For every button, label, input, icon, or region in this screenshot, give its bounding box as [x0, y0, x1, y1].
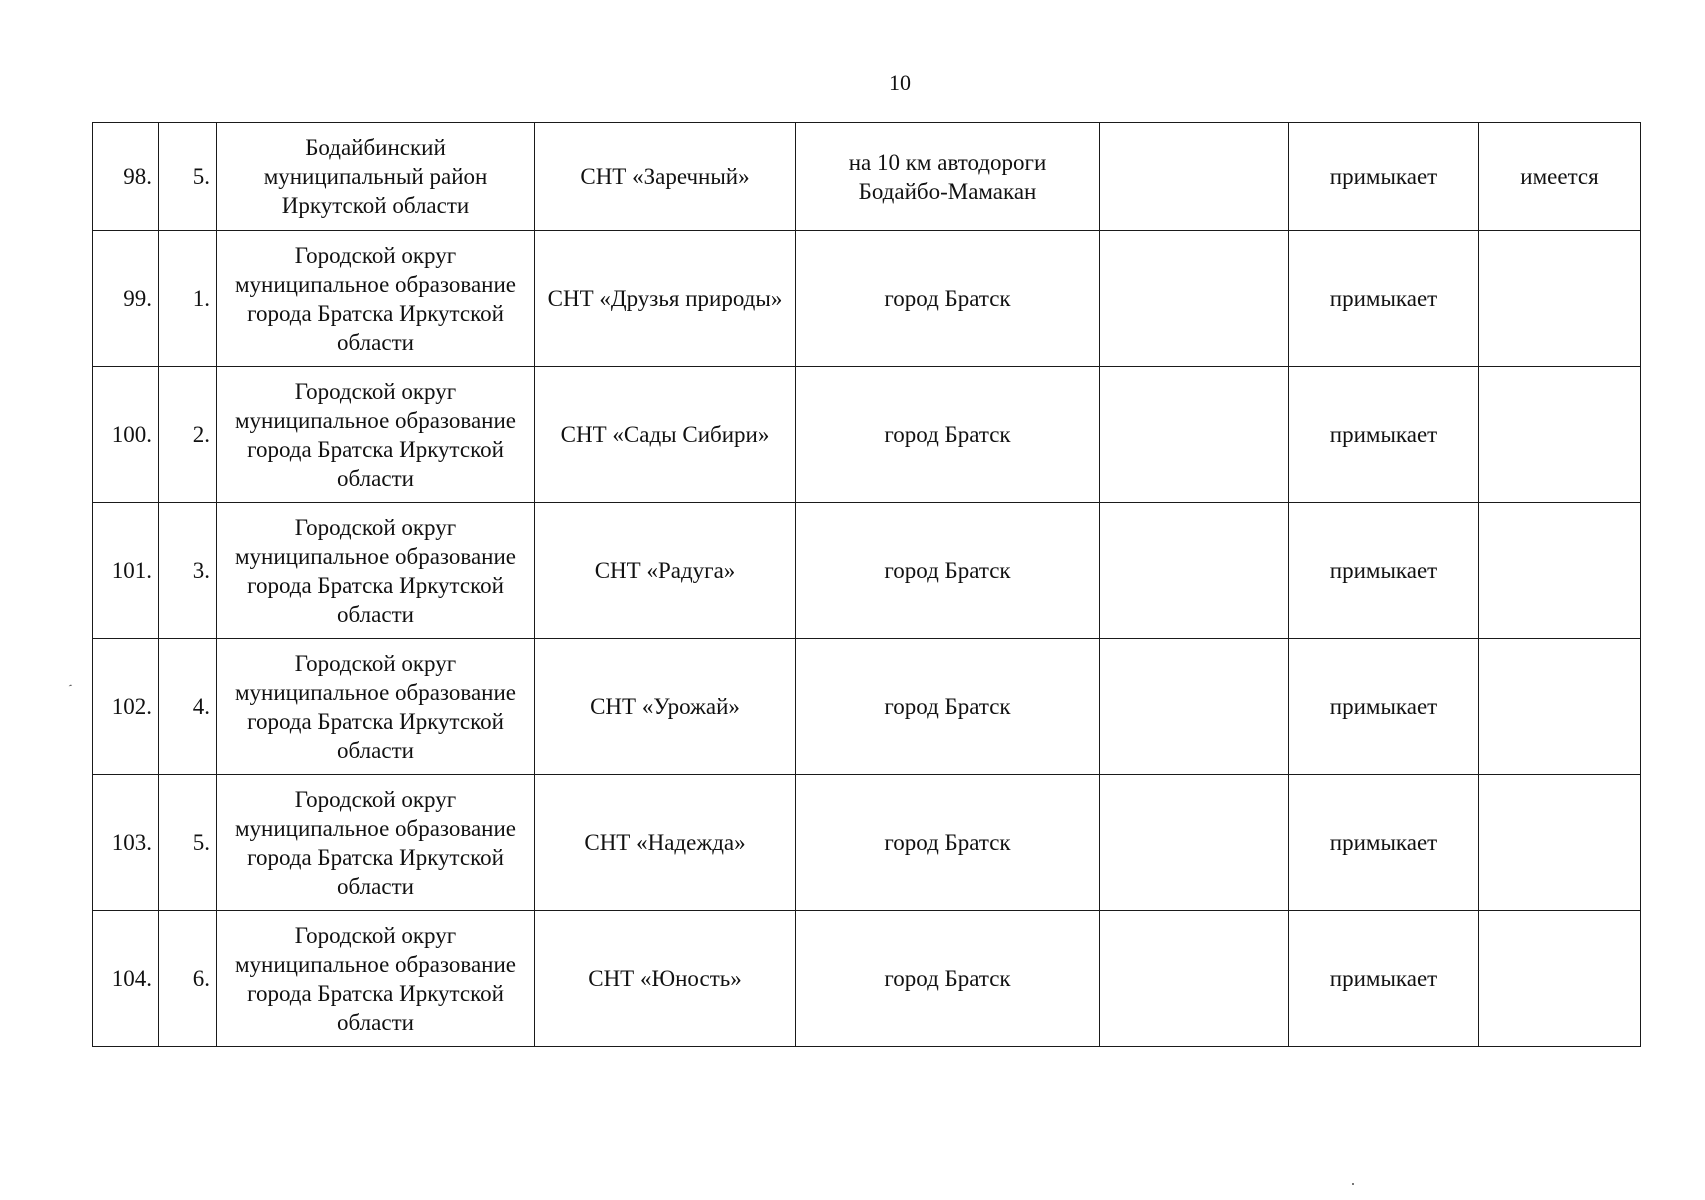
snt-name-cell: СНТ «Урожай»: [535, 639, 796, 775]
availability-cell: [1479, 911, 1641, 1047]
sub-number: 5.: [159, 775, 217, 911]
table-row: [93, 911, 1641, 1047]
empty-cell: [1100, 503, 1289, 639]
snt-name-cell: СНТ «Юность»: [535, 911, 796, 1047]
row-number: 102.: [93, 639, 159, 775]
adjacency-cell: примыкает: [1289, 123, 1479, 231]
snt-name-cell: СНТ «Радуга»: [535, 503, 796, 639]
location-cell: город Братск: [796, 503, 1100, 639]
location-cell: город Братск: [796, 367, 1100, 503]
municipality-cell: Городской округ муниципальное образование города Братска Иркутской области: [217, 775, 535, 911]
table-row: [93, 503, 1641, 639]
row-number: 101.: [93, 503, 159, 639]
adjacency-cell: примыкает: [1289, 231, 1479, 367]
adjacency-cell: примыкает: [1289, 367, 1479, 503]
row-number: 104.: [93, 911, 159, 1047]
sub-number: 3.: [159, 503, 217, 639]
municipality-cell: Городской округ муниципальное образование города Братска Иркутской области: [217, 911, 535, 1047]
adjacency-cell: примыкает: [1289, 503, 1479, 639]
location-cell: город Братск: [796, 911, 1100, 1047]
table-row: [93, 231, 1641, 367]
location-cell: на 10 км автодороги Бодайбо-Мамакан: [796, 123, 1100, 231]
table-row: [93, 367, 1641, 503]
table-row: [93, 775, 1641, 911]
availability-cell: [1479, 231, 1641, 367]
empty-cell: [1100, 639, 1289, 775]
row-number: 103.: [93, 775, 159, 911]
location-cell: город Братск: [796, 775, 1100, 911]
sub-number: 2.: [159, 367, 217, 503]
sub-number: 1.: [159, 231, 217, 367]
table-row: [93, 123, 1641, 231]
adjacency-cell: примыкает: [1289, 775, 1479, 911]
row-number: 99.: [93, 231, 159, 367]
snt-name-cell: СНТ «Надежда»: [535, 775, 796, 911]
snt-name-cell: СНТ «Заречный»: [535, 123, 796, 231]
page-number: 10: [889, 70, 911, 95]
snt-name-cell: СНТ «Сады Сибири»: [535, 367, 796, 503]
availability-cell: имеется: [1479, 123, 1641, 231]
availability-cell: [1479, 503, 1641, 639]
sub-number: 6.: [159, 911, 217, 1047]
empty-cell: [1100, 231, 1289, 367]
scan-artifact-dot: [1352, 1183, 1354, 1185]
availability-cell: [1479, 775, 1641, 911]
table-row: [93, 639, 1641, 775]
row-number: 98.: [93, 123, 159, 231]
location-cell: город Братск: [796, 639, 1100, 775]
snt-registry-table: [92, 122, 1641, 1047]
empty-cell: [1100, 123, 1289, 231]
municipality-cell: Бодайбинский муниципальный район Иркутской области: [217, 123, 535, 231]
availability-cell: [1479, 367, 1641, 503]
adjacency-cell: примыкает: [1289, 911, 1479, 1047]
municipality-cell: Городской округ муниципальное образование города Братска Иркутской области: [217, 639, 535, 775]
scan-artifact-mark: ˊ: [63, 682, 74, 699]
snt-name-cell: СНТ «Друзья природы»: [535, 231, 796, 367]
empty-cell: [1100, 775, 1289, 911]
availability-cell: [1479, 639, 1641, 775]
sub-number: 5.: [159, 123, 217, 231]
municipality-cell: Городской округ муниципальное образование города Братска Иркутской области: [217, 367, 535, 503]
adjacency-cell: примыкает: [1289, 639, 1479, 775]
row-number: 100.: [93, 367, 159, 503]
location-cell: город Братск: [796, 231, 1100, 367]
empty-cell: [1100, 911, 1289, 1047]
municipality-cell: Городской округ муниципальное образование города Братска Иркутской области: [217, 503, 535, 639]
sub-number: 4.: [159, 639, 217, 775]
municipality-cell: Городской округ муниципальное образование города Братска Иркутской области: [217, 231, 535, 367]
empty-cell: [1100, 367, 1289, 503]
